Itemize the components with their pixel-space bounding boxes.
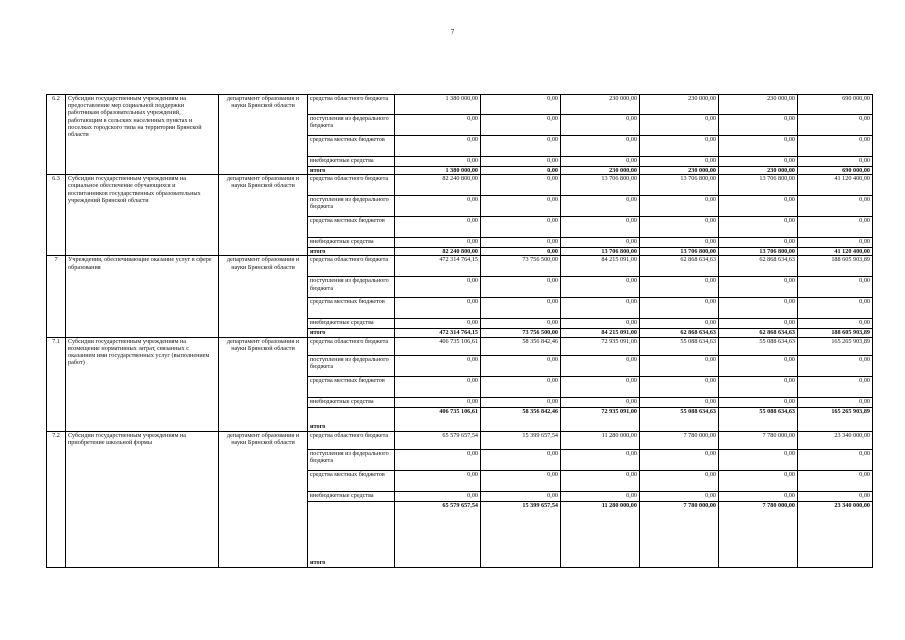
amount-cell: 11 280 000,00 bbox=[561, 501, 640, 567]
amount-cell: 0,00 bbox=[481, 95, 561, 115]
funding-source-extra: внебюджетные средства bbox=[308, 491, 395, 501]
amount-cell: 0,00 bbox=[640, 470, 719, 491]
amount-cell: 0,00 bbox=[719, 196, 798, 217]
amount-cell: 0,00 bbox=[561, 470, 640, 491]
amount-cell: 0,00 bbox=[719, 217, 798, 238]
amount-cell: 0,00 bbox=[798, 449, 873, 470]
amount-cell: 0,00 bbox=[719, 319, 798, 329]
amount-cell: 0,00 bbox=[561, 319, 640, 329]
amount-cell: 0,00 bbox=[640, 397, 719, 407]
amount-cell: 0,00 bbox=[481, 157, 561, 167]
amount-cell: 0,00 bbox=[561, 277, 640, 298]
amount-cell: 62 868 634,63 bbox=[719, 329, 798, 337]
funding-source-regional: средства областного бюджета bbox=[308, 95, 395, 115]
amount-cell: 13 706 800,00 bbox=[640, 175, 719, 196]
amount-cell: 0,00 bbox=[719, 355, 798, 376]
amount-cell: 13 706 800,00 bbox=[719, 175, 798, 196]
budget-table bbox=[46, 94, 873, 568]
amount-cell: 62 868 634,63 bbox=[640, 329, 719, 337]
amount-cell: 0,00 bbox=[719, 449, 798, 470]
amount-cell: 165 265 903,89 bbox=[798, 407, 873, 431]
amount-cell: 55 088 634,63 bbox=[640, 407, 719, 431]
executor: департамент образования и науки Брянской области bbox=[219, 431, 308, 567]
amount-cell: 0,00 bbox=[798, 115, 873, 136]
funding-source-extra: внебюджетные средства bbox=[308, 238, 395, 248]
amount-cell: 0,00 bbox=[481, 449, 561, 470]
measure-name: Субсидии государственным учреждениям на предоставление мер социальной поддержки работникам образовательных учреждений, работающим в сельских населенных пунктах и поселках городского типа на территории Брянской области bbox=[66, 95, 219, 175]
amount-cell: 230 000,00 bbox=[561, 167, 640, 175]
amount-cell: 165 265 903,89 bbox=[798, 337, 873, 355]
amount-cell: 11 280 000,00 bbox=[561, 431, 640, 449]
amount-cell: 7 780 000,00 bbox=[719, 431, 798, 449]
funding-source-local: средства местных бюджетов bbox=[308, 217, 395, 238]
amount-cell: 0,00 bbox=[395, 449, 481, 470]
amount-cell: 0,00 bbox=[481, 355, 561, 376]
amount-cell: 0,00 bbox=[640, 376, 719, 397]
amount-cell: 0,00 bbox=[719, 157, 798, 167]
amount-cell: 0,00 bbox=[719, 136, 798, 157]
funding-source-local: средства местных бюджетов bbox=[308, 376, 395, 397]
amount-cell: 0,00 bbox=[798, 355, 873, 376]
measure-name: Субсидии государственным учреждениям на возмещение нормативных затрат, связанных с оказанием ими государственных услуг (выполнением работ) bbox=[66, 337, 219, 431]
funding-source-total: итого bbox=[308, 501, 395, 567]
table-row-regional bbox=[47, 431, 873, 449]
amount-cell: 0,00 bbox=[719, 491, 798, 501]
amount-cell: 0,00 bbox=[798, 491, 873, 501]
row-number: 7.2 bbox=[47, 431, 66, 567]
amount-cell: 0,00 bbox=[640, 355, 719, 376]
amount-cell: 0,00 bbox=[481, 376, 561, 397]
measure-name: Субсидии государственным учреждениям на приобретение школьной формы bbox=[66, 431, 219, 567]
funding-source-extra: внебюджетные средства bbox=[308, 319, 395, 329]
amount-cell: 0,00 bbox=[798, 157, 873, 167]
executor: департамент образования и науки Брянской области bbox=[219, 95, 308, 175]
table-row-regional bbox=[47, 256, 873, 277]
amount-cell: 15 399 657,54 bbox=[481, 431, 561, 449]
amount-cell: 0,00 bbox=[719, 277, 798, 298]
amount-cell: 13 706 800,00 bbox=[561, 175, 640, 196]
amount-cell: 0,00 bbox=[640, 136, 719, 157]
amount-cell: 0,00 bbox=[395, 157, 481, 167]
amount-cell: 73 756 500,00 bbox=[481, 329, 561, 337]
amount-cell: 82 240 800,00 bbox=[395, 175, 481, 196]
amount-cell: 0,00 bbox=[481, 277, 561, 298]
funding-source-total: итого bbox=[308, 248, 395, 256]
amount-cell: 0,00 bbox=[561, 449, 640, 470]
amount-cell: 1 380 000,00 bbox=[395, 95, 481, 115]
funding-source-local: средства местных бюджетов bbox=[308, 136, 395, 157]
amount-cell: 0,00 bbox=[640, 449, 719, 470]
amount-cell: 230 000,00 bbox=[640, 95, 719, 115]
amount-cell: 65 579 657,54 bbox=[395, 501, 481, 567]
amount-cell: 188 605 903,89 bbox=[798, 329, 873, 337]
amount-cell: 0,00 bbox=[481, 238, 561, 248]
funding-source-extra: внебюджетные средства bbox=[308, 157, 395, 167]
amount-cell: 0,00 bbox=[798, 196, 873, 217]
page-number: 7 bbox=[450, 28, 455, 36]
amount-cell: 0,00 bbox=[561, 397, 640, 407]
amount-cell: 690 000,00 bbox=[798, 167, 873, 175]
amount-cell: 406 735 106,61 bbox=[395, 337, 481, 355]
amount-cell: 0,00 bbox=[395, 217, 481, 238]
amount-cell: 472 314 764,15 bbox=[395, 329, 481, 337]
amount-cell: 0,00 bbox=[395, 238, 481, 248]
amount-cell: 0,00 bbox=[395, 196, 481, 217]
measure-name: Субсидии государственным учреждениям на социальное обеспечение обучающихся и воспитанников государственных образовательных учреждений Брянской области bbox=[66, 175, 219, 256]
amount-cell: 188 605 903,89 bbox=[798, 256, 873, 277]
amount-cell: 472 314 764,15 bbox=[395, 256, 481, 277]
amount-cell: 0,00 bbox=[561, 238, 640, 248]
amount-cell: 0,00 bbox=[395, 136, 481, 157]
amount-cell: 41 120 400,00 bbox=[798, 175, 873, 196]
amount-cell: 0,00 bbox=[561, 217, 640, 238]
amount-cell: 0,00 bbox=[481, 397, 561, 407]
amount-cell: 55 088 634,63 bbox=[719, 407, 798, 431]
amount-cell: 0,00 bbox=[481, 175, 561, 196]
amount-cell: 84 215 091,00 bbox=[561, 329, 640, 337]
amount-cell: 0,00 bbox=[561, 115, 640, 136]
amount-cell: 230 000,00 bbox=[719, 95, 798, 115]
amount-cell: 0,00 bbox=[395, 355, 481, 376]
executor: департамент образования и науки Брянской области bbox=[219, 175, 308, 256]
row-number: 6.2 bbox=[47, 95, 66, 175]
amount-cell: 82 240 800,00 bbox=[395, 248, 481, 256]
amount-cell: 0,00 bbox=[719, 298, 798, 319]
amount-cell: 0,00 bbox=[719, 376, 798, 397]
amount-cell: 55 088 634,63 bbox=[640, 337, 719, 355]
amount-cell: 230 000,00 bbox=[640, 167, 719, 175]
amount-cell: 0,00 bbox=[640, 115, 719, 136]
amount-cell: 0,00 bbox=[798, 397, 873, 407]
amount-cell: 0,00 bbox=[481, 167, 561, 175]
amount-cell: 73 756 500,00 bbox=[481, 256, 561, 277]
amount-cell: 0,00 bbox=[798, 298, 873, 319]
amount-cell: 55 088 634,63 bbox=[719, 337, 798, 355]
amount-cell: 0,00 bbox=[561, 196, 640, 217]
amount-cell: 62 868 634,63 bbox=[640, 256, 719, 277]
amount-cell: 0,00 bbox=[481, 248, 561, 256]
amount-cell: 0,00 bbox=[481, 298, 561, 319]
amount-cell: 0,00 bbox=[719, 115, 798, 136]
amount-cell: 0,00 bbox=[395, 470, 481, 491]
amount-cell: 62 868 634,63 bbox=[719, 256, 798, 277]
funding-source-federal: поступления из федерального бюджета bbox=[308, 115, 395, 136]
amount-cell: 0,00 bbox=[640, 298, 719, 319]
funding-source-federal: поступления из федерального бюджета bbox=[308, 449, 395, 470]
amount-cell: 15 399 657,54 bbox=[481, 501, 561, 567]
amount-cell: 0,00 bbox=[798, 319, 873, 329]
amount-cell: 0,00 bbox=[481, 470, 561, 491]
amount-cell: 1 380 000,00 bbox=[395, 167, 481, 175]
amount-cell: 0,00 bbox=[395, 397, 481, 407]
amount-cell: 72 935 091,00 bbox=[561, 407, 640, 431]
row-number: 7 bbox=[47, 256, 66, 337]
amount-cell: 13 706 800,00 bbox=[561, 248, 640, 256]
amount-cell: 0,00 bbox=[798, 277, 873, 298]
funding-source-federal: поступления из федерального бюджета bbox=[308, 355, 395, 376]
amount-cell: 65 579 657,54 bbox=[395, 431, 481, 449]
funding-source-local: средства местных бюджетов bbox=[308, 470, 395, 491]
amount-cell: 0,00 bbox=[719, 397, 798, 407]
amount-cell: 0,00 bbox=[798, 376, 873, 397]
amount-cell: 7 780 000,00 bbox=[640, 431, 719, 449]
amount-cell: 0,00 bbox=[561, 376, 640, 397]
funding-source-regional: средства областного бюджета bbox=[308, 431, 395, 449]
amount-cell: 0,00 bbox=[481, 136, 561, 157]
amount-cell: 690 000,00 bbox=[798, 95, 873, 115]
amount-cell: 0,00 bbox=[640, 277, 719, 298]
amount-cell: 406 735 106,61 bbox=[395, 407, 481, 431]
amount-cell: 0,00 bbox=[561, 491, 640, 501]
amount-cell: 0,00 bbox=[395, 115, 481, 136]
funding-source-regional: средства областного бюджета bbox=[308, 175, 395, 196]
amount-cell: 0,00 bbox=[481, 319, 561, 329]
amount-cell: 0,00 bbox=[395, 298, 481, 319]
amount-cell: 0,00 bbox=[640, 217, 719, 238]
measure-name: Учреждения, обеспечивающие оказание услуг в сфере образования bbox=[66, 256, 219, 337]
amount-cell: 0,00 bbox=[395, 491, 481, 501]
amount-cell: 0,00 bbox=[481, 196, 561, 217]
amount-cell: 0,00 bbox=[561, 157, 640, 167]
amount-cell: 23 340 000,00 bbox=[798, 431, 873, 449]
amount-cell: 0,00 bbox=[798, 238, 873, 248]
amount-cell: 0,00 bbox=[561, 136, 640, 157]
executor: департамент образования и науки Брянской области bbox=[219, 337, 308, 431]
table-row-regional bbox=[47, 337, 873, 355]
amount-cell: 0,00 bbox=[640, 196, 719, 217]
funding-source-regional: средства областного бюджета bbox=[308, 256, 395, 277]
amount-cell: 0,00 bbox=[481, 491, 561, 501]
funding-source-local: средства местных бюджетов bbox=[308, 298, 395, 319]
amount-cell: 0,00 bbox=[395, 277, 481, 298]
amount-cell: 0,00 bbox=[481, 217, 561, 238]
amount-cell: 0,00 bbox=[640, 157, 719, 167]
amount-cell: 0,00 bbox=[798, 136, 873, 157]
table-row-regional bbox=[47, 95, 873, 115]
amount-cell: 0,00 bbox=[798, 470, 873, 491]
executor: департамент образования и науки Брянской области bbox=[219, 256, 308, 337]
funding-source-total: итого bbox=[308, 407, 395, 431]
amount-cell: 84 215 091,00 bbox=[561, 256, 640, 277]
funding-source-extra: внебюджетные средства bbox=[308, 397, 395, 407]
amount-cell: 0,00 bbox=[719, 238, 798, 248]
amount-cell: 58 356 842,46 bbox=[481, 337, 561, 355]
amount-cell: 58 356 842,46 bbox=[481, 407, 561, 431]
amount-cell: 0,00 bbox=[719, 470, 798, 491]
amount-cell: 0,00 bbox=[640, 238, 719, 248]
amount-cell: 0,00 bbox=[561, 355, 640, 376]
row-number: 6.3 bbox=[47, 175, 66, 256]
amount-cell: 0,00 bbox=[640, 319, 719, 329]
row-number: 7.1 bbox=[47, 337, 66, 431]
amount-cell: 0,00 bbox=[395, 319, 481, 329]
amount-cell: 0,00 bbox=[798, 217, 873, 238]
amount-cell: 13 706 800,00 bbox=[640, 248, 719, 256]
amount-cell: 23 340 000,00 bbox=[798, 501, 873, 567]
amount-cell: 0,00 bbox=[640, 491, 719, 501]
funding-source-federal: поступления из федерального бюджета bbox=[308, 196, 395, 217]
amount-cell: 230 000,00 bbox=[561, 95, 640, 115]
amount-cell: 7 780 000,00 bbox=[640, 501, 719, 567]
budget-table-wrapper bbox=[46, 94, 873, 568]
amount-cell: 7 780 000,00 bbox=[719, 501, 798, 567]
amount-cell: 0,00 bbox=[395, 376, 481, 397]
funding-source-regional: средства областного бюджета bbox=[308, 337, 395, 355]
funding-source-total: итого bbox=[308, 329, 395, 337]
amount-cell: 0,00 bbox=[481, 115, 561, 136]
funding-source-federal: поступления из федерального бюджета bbox=[308, 277, 395, 298]
funding-source-total: итого bbox=[308, 167, 395, 175]
amount-cell: 230 000,00 bbox=[719, 167, 798, 175]
amount-cell: 0,00 bbox=[561, 298, 640, 319]
table-row-regional bbox=[47, 175, 873, 196]
amount-cell: 41 120 400,00 bbox=[798, 248, 873, 256]
amount-cell: 13 706 800,00 bbox=[719, 248, 798, 256]
amount-cell: 72 935 091,00 bbox=[561, 337, 640, 355]
